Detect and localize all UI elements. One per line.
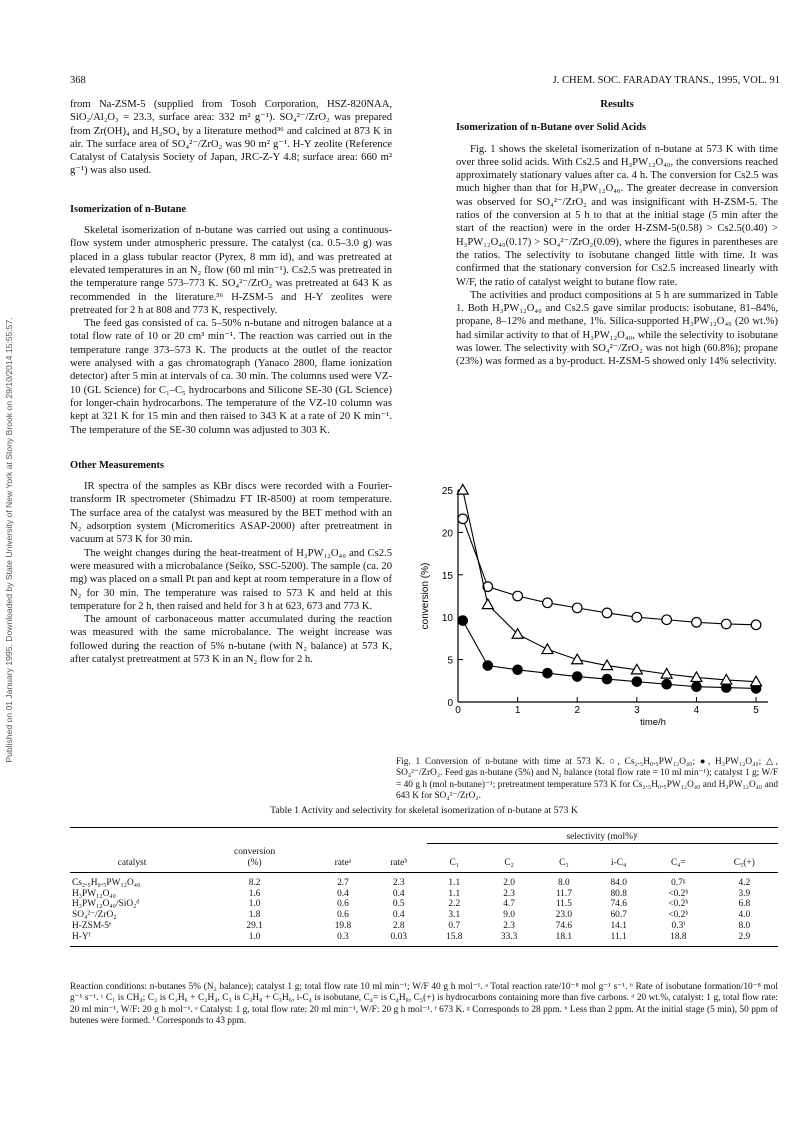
left-column	[70, 98, 392, 666]
table-cell-catalyst: H₃PW₁₂O₄₀/SiO₂ᵈ	[72, 899, 140, 910]
page-number: 368	[70, 75, 86, 86]
data-point-open-circle	[513, 591, 523, 601]
table-cell: <0.2ʰ	[668, 888, 689, 899]
table-cell: 8.2	[248, 877, 261, 888]
table-cell: 1.6	[248, 888, 261, 899]
table-cell-catalyst: Cs₂.₅H₀.₅PW₁₂O₄₀	[72, 877, 141, 888]
table-cell: 15.8	[427, 932, 482, 946]
col-c4-ene: C₄=	[646, 858, 711, 872]
table-cell: 2.8	[392, 921, 405, 932]
table-cell: 14.1	[610, 921, 627, 932]
table-cell: 6.8	[738, 899, 751, 910]
y-tick-label: 25	[441, 486, 453, 497]
data-point-filled-circle	[602, 674, 612, 684]
table-cell: 3.9	[738, 888, 751, 899]
figure-caption: Fig. 1 Conversion of n-butane with time at 573 K. ○, Cs₂.₅H₀.₅PW₁₂O₄₀; ●, H₃PW₁₂O₄₀; △, SO₄²⁻/ZrO₂. Feed gas n-butane (5%) and N₂ balance (total flow rate = 10 ml min⁻¹); catalyst 1 g; W/F = 40 g h (mol n-butane)⁻¹; pretreatment temperature 573 K for Cs₂.₅H₀.₅PW₁₂O₄₀ and H₃PW₁₂O₄₀ and 643 K for SO₄²⁻/ZrO₂.	[396, 757, 778, 801]
data-point-open-circle	[543, 598, 553, 608]
data-point-open-circle	[572, 603, 582, 613]
col-conversion-bottom: (%)	[194, 858, 315, 872]
table-1	[70, 827, 778, 947]
isomerization-paragraph-2: The feed gas consisted of ca. 5–50% n-butane and nitrogen balance at a total flow rate of 10 or 20 cm³ min⁻¹. The reaction was carried out in the temperature range 373–573 K. The products at the outlet of the reactor were analysed with a gas chromatograph (Yanaco 2800, flame ionization detector) after 5 min at intervals of ca. 30 min. The columns used were VZ-10 (GL Science) for C₁–C₅ hydrocarbons and Silicone SE-30 (GL Science) for longer-chain hydrocarbons. The temperature of the VZ-10 column was kept at 321 K for 15 min and then raised to 343 K at a rate of 20 K min⁻¹. The temperature of the SE-30 column was adjusted to 303 K.	[70, 318, 392, 436]
table-cell: 8.0	[738, 921, 751, 932]
table-cell: 80.8	[610, 888, 627, 899]
table-cell: 0.3ⁱ	[671, 921, 686, 932]
table-row	[70, 872, 778, 888]
x-tick-label: 1	[514, 705, 521, 716]
y-tick-label: 10	[441, 613, 453, 625]
table-cell: 0.6	[337, 910, 349, 921]
table-cell: 2.2	[448, 899, 461, 910]
table-cell: 1.1	[448, 877, 461, 888]
table-cell: 29.1	[246, 921, 263, 932]
col-rate-b: rateᵇ	[371, 858, 427, 872]
x-tick-label: 0	[455, 705, 461, 716]
table-row	[70, 932, 778, 946]
table-cell: 2.3	[392, 877, 405, 888]
data-point-open-triangle	[572, 654, 583, 664]
table-cell: 1.1	[448, 888, 461, 899]
data-point-open-circle	[632, 612, 642, 622]
table-cell: 2.7	[337, 877, 349, 888]
table-cell: 0.4	[337, 888, 349, 899]
right-column	[456, 98, 778, 369]
table-cell: 11.1	[591, 932, 646, 946]
table-cell: 11.7	[555, 888, 572, 899]
table-row	[70, 899, 778, 910]
table-cell: 0.4	[392, 910, 405, 921]
sidebar-download-note	[2, 130, 16, 950]
table-cell: 18.1	[536, 932, 591, 946]
table-cell: 23.0	[555, 910, 573, 921]
table-cell: 0.7ᵍ	[671, 877, 686, 888]
table-cell: 4.0	[738, 910, 751, 921]
data-point-open-circle	[692, 617, 702, 627]
y-tick-label: 5	[447, 655, 453, 667]
data-point-filled-circle	[692, 682, 702, 692]
table-cell: 0.4	[392, 888, 405, 899]
table-cell: <0.2ʰ	[668, 899, 689, 910]
table-cell: 2.3	[503, 921, 515, 932]
table-cell: 4.7	[503, 899, 515, 910]
data-point-open-circle	[662, 615, 672, 625]
x-tick-label: 3	[634, 705, 640, 716]
data-point-open-circle	[751, 620, 761, 630]
table-cell-catalyst: H₃PW₁₂O₄₀	[72, 888, 116, 899]
table-cell: 1.8	[248, 910, 261, 921]
table-cell: 2.0	[503, 877, 515, 888]
series-line	[463, 490, 756, 682]
col-rate-a: rateᵃ	[315, 858, 370, 872]
table-cell: 74.6	[555, 921, 573, 932]
journal-header: J. CHEM. SOC. FARADAY TRANS., 1995, VOL. 91	[552, 75, 780, 86]
col-ic4: i-C₄	[591, 858, 646, 872]
data-point-open-circle	[458, 514, 468, 524]
other-paragraph-2: The weight changes during the heat-treatment of H₃PW₁₂O₄₀ and Cs2.5 were measured with a microbalance (Seiko, SSC-5200). The sample (ca. 20 mg) was placed on a small Pt pan and kept at room temperature in a flow of N₂ for 30 min. The temperature was raised to 573 K and held at this temperature for 2 h, then raised and held for 3 h at 623, 673 and 773 K.	[70, 547, 392, 612]
y-tick-label: 0	[447, 698, 453, 709]
x-tick-label: 2	[574, 705, 581, 716]
table-cell: 84.0	[610, 877, 627, 888]
results-heading: Results	[600, 98, 634, 110]
results-paragraph-2: The activities and product compositions at 5 h are summarized in Table 1. Both H₃PW₁₂O₄₀ and Cs2.5 gave similar products: isobutane, 81–84%, propane, 8–12% and methane, 1%. Silica-supported H₃PW₁₂O₄₀ (20 wt.%) had similar activity to that of H₃PW₁₂O₄₀, while the selectivity to isobutane was lower. The selectivity with SO₄²⁻/ZrO₂ was not high (60.8%); propane (23%) was formed as a by-product. H-ZSM-5 showed only 14% selectivity.	[456, 289, 778, 368]
table-row	[70, 921, 778, 932]
col-c1: C₁	[427, 858, 482, 872]
table-cell: 0.7	[448, 921, 461, 932]
table-cell-catalyst: H-ZSM-5ᵉ	[72, 921, 112, 932]
data-point-open-triangle	[482, 599, 493, 609]
col-c5-plus: C₅(+)	[711, 858, 778, 872]
table-cell: 60.7	[610, 910, 627, 921]
other-paragraph-3: The amount of carbonaceous matter accumulated during the reaction was measured with the same microbalance. The weight increase was followed during the reaction of 5% n-butane (with N₂ balance) at 573 K, after catalyst pretreatment at 573 K in an N₂ flow for 2 h.	[70, 614, 392, 665]
table-cell: 2.9	[711, 932, 778, 946]
col-catalyst: catalyst	[70, 858, 194, 872]
x-tick-label: 4	[693, 705, 700, 716]
selectivity-header: selectivity (mol%)ᶜ	[427, 828, 778, 844]
data-point-open-circle	[602, 608, 612, 618]
data-point-filled-circle	[513, 665, 523, 675]
other-paragraph-1: IR spectra of the samples as KBr discs were recorded with a Fourier-transform IR spectrometer (Shimadzu FT IR-8500) at room temperature. The surface area of the catalyst was measured by the BET method with an N₂ adsorption system (Micromeritics ASAP-2000) after pretreatment in vacuum at 573 K for 30 min.	[70, 481, 392, 546]
isomerization-paragraph-1: Skeletal isomerization of n-butane was carried out using a continuous-flow system under atmospheric pressure. The catalyst (ca. 0.5–3.0 g) was placed in a glass tubular reactor (Pyrex, 8 mm id), and was pretreated at elevated temperatures in an N₂ flow (60 ml min⁻¹). Cs2.5 was pretreated in the temperature range 573–773 K. SO₄²⁻/ZrO₂ was pretreated at 643 K as recommended in the literature.³⁶ H-ZSM-5 and H-Y zeolites were pretreated for 2 h at 808 and 773 K, respectively.	[70, 225, 392, 316]
table-row	[70, 889, 778, 900]
figure-1-chart	[396, 480, 778, 752]
table-cell: 18.8	[646, 932, 711, 946]
data-point-open-triangle	[542, 644, 553, 654]
table-cell: 0.5	[392, 899, 405, 910]
table-cell: 1.0	[194, 932, 315, 946]
data-point-filled-circle	[543, 668, 553, 678]
intro-paragraph: from Na-ZSM-5 (supplied from Tosoh Corporation, HSZ-820NAA, SiO₂/Al₂O₃ = 23.3, surface area: 332 m² g⁻¹). SO₄²⁻/ZrO₂ was prepared from Zr(OH)₄ and H₂SO₄ by a literature method³⁶ and calcined at 873 K in air. The surface area of SO₄²⁻/ZrO₂ was 90 m² g⁻¹. H-Y zeolite (Reference Catalyst of Catalysis Society of Japan, JRC-Z-Y 4.8; surface area: 660 m² g⁻¹) was also used.	[70, 99, 392, 177]
table-cell: 0.6	[337, 899, 349, 910]
x-tick-label: 5	[753, 705, 759, 716]
data-point-open-triangle	[457, 485, 468, 495]
table-cell: 33.3	[482, 932, 537, 946]
table-cell: 11.5	[555, 899, 572, 910]
data-point-filled-circle	[483, 661, 493, 671]
table-cell: 1.0	[248, 899, 261, 910]
sidebar-download-text: Published on 01 January 1995. Downloaded by State University of New York at Stony Brook on 29/10/2014 15:55:57.	[4, 317, 14, 763]
table-cell-catalyst: SO₄²⁻/ZrO₂	[72, 910, 117, 921]
subheading-isomerization-solid-acids: Isomerization of n-Butane over Solid Acids	[456, 122, 647, 134]
table-cell: 19.8	[334, 921, 352, 932]
data-point-filled-circle	[572, 672, 582, 682]
results-paragraph-1: Fig. 1 shows the skeletal isomerization of n-butane at 573 K with time over three solid acids. With Cs2.5 and H₃PW₁₂O₄₀, the conversions reached approximately stationary values after ca. 4 h. The conversion for Cs2.5 was much higher than that for H₃PW₁₂O₄₀. The greater decrease in conversion was observed for SO₄²⁻/ZrO₂ and was insignificant with H-ZSM-5. The ratios of the conversion at 5 h to that at the initial stage (5 min after the start of the reaction) were in the order H-ZSM-5(0.58) > Cs2.5(0.40) > H₃PW₁₂O₄₀(0.17) > SO₄²⁻/ZrO₂(0.09), where the figures in parentheses are the ratios. The selectivity to isobutane changed little with time. It was confirmed that the stationary conversion for Cs2.5 increased linearly with W/F, the ratio of catalyst weight to butane flow rate.	[456, 143, 778, 288]
y-tick-label: 15	[441, 570, 453, 582]
x-axis-label: time/h	[640, 717, 666, 728]
section-heading-isomerization: Isomerization of n-Butane	[70, 203, 187, 215]
table-caption: Table 1 Activity and selectivity for skeletal isomerization of n-butane at 573 K	[270, 805, 578, 816]
table-cell: 0.03	[371, 932, 427, 946]
table-footnotes: Reaction conditions: n-butanes 5% (N₂ balance); catalyst 1 g; total flow rate 10 ml min⁻¹; W/F 40 g h mol⁻¹. ᵃ Total reaction rate/10⁻⁸ mol g⁻¹ s⁻¹. ᵇ Rate of isobutane formation/10⁻⁸ mol g⁻¹ s⁻¹. ᶜ C₁ is CH₄; C₂ is C₂H₆ + C₂H₄, C₃ is C₃H₈ + C₃H₆, i-C₄ is isobutane, C₄= is C₄H₈, C₅(+) is hydrocarbons containing more than five carbons. ᵈ 20 wt.%, catalyst: 1 g, total flow rate: 20 ml min⁻¹, W/F: 20 g h mol⁻¹. ᵉ Catalyst: 1 g, total flow rate: 20 ml min⁻¹, W/F: 20 g h mol⁻¹. ᶠ 673 K. ᵍ Corresponds to 28 ppm. ʰ Less than 2 ppm. At the initial stage (5 min), 50 ppm of butenes were formed. ⁱ Corresponds to 43 ppm.	[70, 982, 778, 1027]
data-point-filled-circle	[458, 616, 468, 626]
table-cell: 4.2	[738, 877, 751, 888]
y-axis-label: conversion (%)	[420, 562, 431, 630]
table-cell: 74.6	[610, 899, 627, 910]
data-point-filled-circle	[662, 679, 672, 689]
table-cell: 9.0	[503, 910, 515, 921]
table-cell: 2.3	[503, 888, 515, 899]
table-cell: 8.0	[558, 877, 570, 888]
section-heading-other-measurements: Other Measurements	[70, 459, 164, 471]
col-c2: C₂	[482, 858, 537, 872]
table-row	[70, 910, 778, 921]
col-conversion-top: conversion	[234, 847, 276, 858]
table-cell: 0.3	[315, 932, 370, 946]
data-point-open-circle	[721, 619, 731, 629]
col-c3: C₃	[536, 858, 591, 872]
data-point-filled-circle	[632, 677, 642, 687]
table-cell: <0.2ʰ	[668, 910, 689, 921]
table-cell-catalyst: H-Yᶠ	[70, 932, 194, 946]
table-cell: 3.1	[448, 910, 461, 921]
y-tick-label: 20	[441, 528, 453, 540]
